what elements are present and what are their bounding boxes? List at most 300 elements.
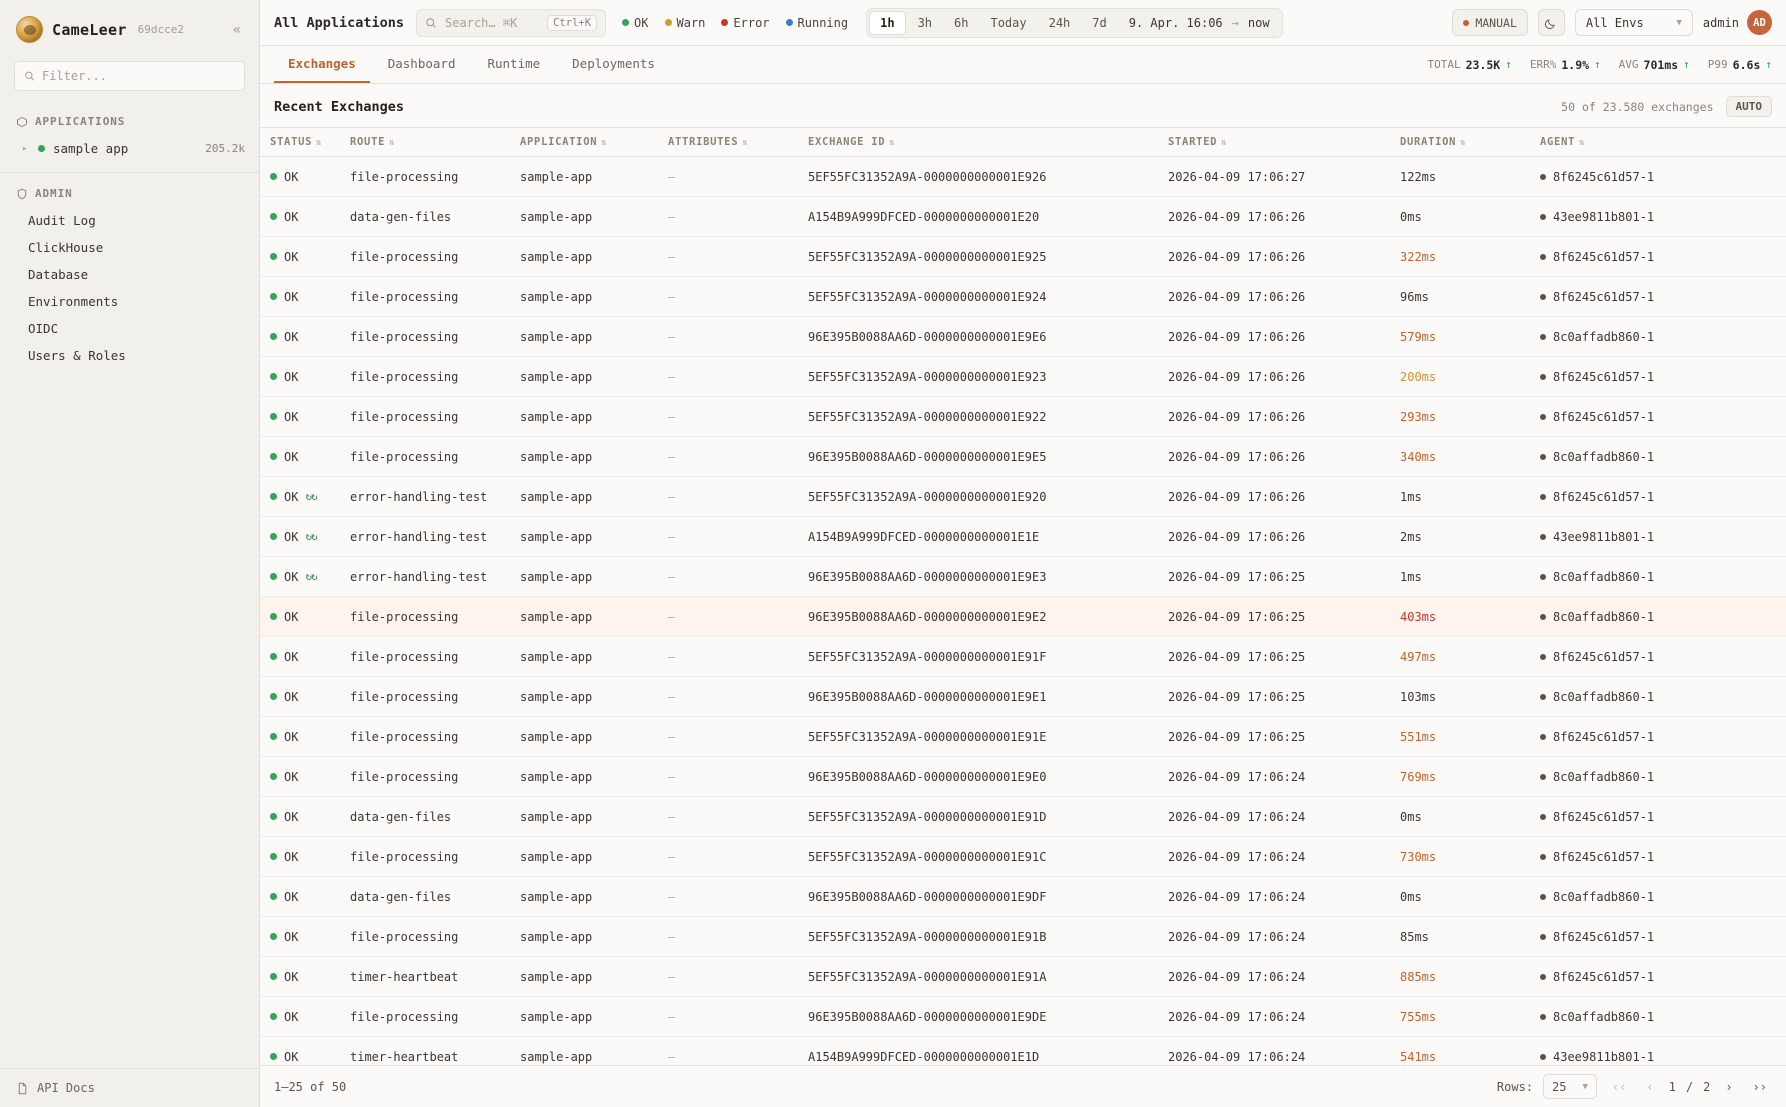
- range-today[interactable]: Today: [990, 15, 1027, 30]
- cell-started: 2026-04-09 17:06:26: [1158, 237, 1390, 277]
- metric-value: 1.9%: [1561, 57, 1590, 72]
- column-header-exchange-id[interactable]: [798, 128, 1158, 157]
- range-6h[interactable]: 6h: [954, 15, 969, 30]
- cell-exchange-id: 5EF55FC31352A9A-0000000000001E925: [798, 237, 1158, 277]
- cell-status: [260, 757, 340, 797]
- avatar: AD: [1747, 10, 1772, 35]
- table-row[interactable]: [260, 797, 1786, 837]
- metric-avg: [1619, 58, 1690, 72]
- cell-status: [260, 1037, 340, 1066]
- cell-attributes: —: [658, 717, 798, 757]
- cell-status: [260, 197, 340, 237]
- table-row[interactable]: [260, 637, 1786, 677]
- table-header: [260, 128, 1786, 157]
- retry-icon: ↻↻: [305, 530, 317, 543]
- sidebar-item-oidc[interactable]: [0, 315, 259, 342]
- cell-exchange-id: 5EF55FC31352A9A-0000000000001E91A: [798, 957, 1158, 997]
- cell-started: 2026-04-09 17:06:25: [1158, 557, 1390, 597]
- agent-label: 8c0affadb860-1: [1553, 889, 1655, 904]
- status-filter-error[interactable]: [721, 16, 769, 30]
- cell-started: 2026-04-09 17:06:25: [1158, 637, 1390, 677]
- cell-application: sample-app: [510, 157, 658, 197]
- cell-attributes: —: [658, 1037, 798, 1066]
- cell-attributes: —: [658, 677, 798, 717]
- cell-agent: [1530, 997, 1786, 1037]
- cell-agent: [1530, 717, 1786, 757]
- tab-runtime[interactable]: Runtime: [487, 56, 541, 71]
- range-24h[interactable]: 24h: [1048, 15, 1071, 30]
- cell-route: file-processing: [340, 357, 510, 397]
- cell-duration: 755ms: [1390, 997, 1530, 1037]
- column-header-agent[interactable]: [1530, 128, 1786, 157]
- cell-exchange-id: 5EF55FC31352A9A-0000000000001E91B: [798, 917, 1158, 957]
- cell-exchange-id: 96E395B0088AA6D-0000000000001E9DF: [798, 877, 1158, 917]
- sort-icon: ⇅: [1221, 138, 1228, 148]
- status-label: OK: [284, 929, 299, 944]
- status-filter-ok[interactable]: [622, 16, 648, 30]
- metric-p99: [1708, 58, 1772, 72]
- agent-dot-icon: [1540, 494, 1546, 500]
- status-dot-icon: [270, 493, 277, 500]
- theme-toggle-button[interactable]: [1538, 9, 1565, 36]
- cell-status: [260, 397, 340, 437]
- column-header-status[interactable]: [260, 128, 340, 157]
- status-label: OK: [284, 569, 299, 584]
- cell-application: sample-app: [510, 877, 658, 917]
- status-label: OK: [284, 409, 299, 424]
- cell-agent: [1530, 317, 1786, 357]
- agent-label: 8c0affadb860-1: [1553, 689, 1655, 704]
- brand: [0, 0, 259, 57]
- sidebar-item-count: 205.2k: [205, 142, 245, 155]
- cell-attributes: —: [658, 877, 798, 917]
- sidebar-item-database[interactable]: [0, 261, 259, 288]
- cell-duration: 885ms: [1390, 957, 1530, 997]
- agent-label: 8f6245c61d57-1: [1553, 369, 1655, 384]
- status-label: OK: [284, 849, 299, 864]
- status-dot-icon: [270, 613, 277, 620]
- cell-started: 2026-04-09 17:06:25: [1158, 597, 1390, 637]
- cell-agent: [1530, 277, 1786, 317]
- chevron-right-icon[interactable]: ▸: [22, 143, 28, 154]
- page-current: 1: [1668, 1079, 1676, 1094]
- tabbar: [260, 46, 1786, 84]
- sort-icon: ⇅: [1460, 138, 1467, 148]
- search-input[interactable]: [416, 9, 606, 37]
- sort-icon: ⇅: [601, 138, 608, 148]
- agent-label: 43ee9811b801-1: [1553, 209, 1655, 224]
- sidebar-item-label: OIDC: [28, 321, 59, 336]
- search-icon: [425, 17, 437, 29]
- chevron-down-icon: ▼: [1676, 17, 1682, 28]
- last-page-button[interactable]: ››: [1752, 1079, 1767, 1094]
- cell-status: [260, 677, 340, 717]
- status-label: OK: [284, 209, 299, 224]
- cell-status: [260, 837, 340, 877]
- search-icon: [24, 70, 35, 82]
- tab-deployments[interactable]: Deployments: [572, 56, 655, 71]
- status-label: OK: [284, 609, 299, 624]
- agent-label: 8f6245c61d57-1: [1553, 809, 1655, 824]
- table-header-row: [260, 128, 1786, 157]
- cell-attributes: —: [658, 397, 798, 437]
- table-row[interactable]: [260, 277, 1786, 317]
- status-dot-icon: [270, 453, 277, 460]
- table-footer: [260, 1065, 1786, 1107]
- agent-dot-icon: [1540, 454, 1546, 460]
- cell-started: 2026-04-09 17:06:26: [1158, 477, 1390, 517]
- range-custom-dates[interactable]: [1119, 16, 1280, 30]
- status-dot-icon: [270, 533, 277, 540]
- cell-exchange-id: 5EF55FC31352A9A-0000000000001E922: [798, 397, 1158, 437]
- environment-select[interactable]: [1575, 9, 1693, 36]
- rows-per-page-value: 25: [1552, 1079, 1567, 1094]
- cell-duration: 541ms: [1390, 1037, 1530, 1066]
- sidebar-item-users-roles[interactable]: [0, 342, 259, 369]
- agent-label: 8f6245c61d57-1: [1553, 169, 1655, 184]
- table-row[interactable]: [260, 877, 1786, 917]
- auto-refresh-button[interactable]: AUTO: [1726, 96, 1773, 117]
- cell-agent: [1530, 557, 1786, 597]
- table-row[interactable]: [260, 397, 1786, 437]
- table-row[interactable]: [260, 157, 1786, 197]
- rows-per-page-select[interactable]: [1543, 1074, 1597, 1099]
- topbar: [260, 0, 1786, 46]
- status-filter-label: Warn: [676, 15, 706, 30]
- content-header-right: [1561, 96, 1772, 117]
- agent-label: 8f6245c61d57-1: [1553, 409, 1655, 424]
- sidebar: [0, 0, 260, 1107]
- cell-route: file-processing: [340, 997, 510, 1037]
- cell-route: file-processing: [340, 437, 510, 477]
- sort-icon: ⇅: [316, 138, 323, 148]
- page-total: 2: [1703, 1079, 1711, 1094]
- agent-dot-icon: [1540, 614, 1546, 620]
- status-dot-icon: [1463, 20, 1469, 26]
- cell-duration: 0ms: [1390, 877, 1530, 917]
- agent-dot-icon: [1540, 334, 1546, 340]
- status-dot-icon: [270, 693, 277, 700]
- sidebar-collapse-icon[interactable]: «: [232, 21, 241, 38]
- filter-box[interactable]: [14, 61, 245, 91]
- cell-exchange-id: 96E395B0088AA6D-0000000000001E9E2: [798, 597, 1158, 637]
- cell-agent: [1530, 157, 1786, 197]
- status-label: OK: [284, 249, 299, 264]
- cell-duration: 200ms: [1390, 357, 1530, 397]
- cell-route: data-gen-files: [340, 877, 510, 917]
- cell-route: file-processing: [340, 597, 510, 637]
- sidebar-item-label: Users & Roles: [28, 348, 126, 363]
- metric-value: 6.6s: [1732, 57, 1761, 72]
- table-row[interactable]: [260, 837, 1786, 877]
- first-page-button[interactable]: ‹‹: [1611, 1079, 1627, 1094]
- rows-label: Rows:: [1496, 1079, 1534, 1094]
- cell-exchange-id: 96E395B0088AA6D-0000000000001E9E3: [798, 557, 1158, 597]
- sidebar-item-sample-app[interactable]: [0, 135, 259, 162]
- tab-dashboard[interactable]: Dashboard: [387, 56, 456, 71]
- cell-agent: [1530, 677, 1786, 717]
- sidebar-item-api-docs[interactable]: [0, 1068, 259, 1107]
- metric-total: [1427, 58, 1511, 72]
- status-dot-icon: [270, 893, 277, 900]
- status-dot-icon: [270, 653, 277, 660]
- status-filter-warn[interactable]: [665, 16, 706, 30]
- sidebar-item-label: ClickHouse: [28, 240, 104, 255]
- cell-application: sample-app: [510, 677, 658, 717]
- status-label: OK: [284, 969, 299, 984]
- status-label: OK: [284, 689, 299, 704]
- cell-attributes: —: [658, 197, 798, 237]
- agent-label: 8f6245c61d57-1: [1553, 969, 1655, 984]
- arrow-right-icon: →: [1231, 15, 1239, 30]
- cell-attributes: —: [658, 237, 798, 277]
- column-header-route[interactable]: [340, 128, 510, 157]
- agent-label: 8c0affadb860-1: [1553, 609, 1655, 624]
- cell-duration: 103ms: [1390, 677, 1530, 717]
- cell-status: [260, 997, 340, 1037]
- cell-status: [260, 477, 340, 517]
- column-label: AGENT: [1540, 136, 1576, 148]
- status-label: OK: [284, 649, 299, 664]
- table-row[interactable]: [260, 517, 1786, 557]
- table-row[interactable]: [260, 677, 1786, 717]
- cell-agent: [1530, 637, 1786, 677]
- cell-attributes: —: [658, 437, 798, 477]
- agent-label: 8f6245c61d57-1: [1553, 289, 1655, 304]
- column-header-duration[interactable]: [1390, 128, 1530, 157]
- cell-started: 2026-04-09 17:06:24: [1158, 797, 1390, 837]
- status-dot-icon: [270, 853, 277, 860]
- status-label: OK: [284, 489, 299, 504]
- agent-label: 43ee9811b801-1: [1553, 1049, 1655, 1064]
- table-row[interactable]: [260, 557, 1786, 597]
- agent-dot-icon: [1540, 254, 1546, 260]
- status-filter-group: [622, 16, 848, 30]
- user-menu[interactable]: [1703, 10, 1772, 35]
- cell-agent: [1530, 477, 1786, 517]
- table-row[interactable]: [260, 437, 1786, 477]
- cell-agent: [1530, 797, 1786, 837]
- time-range-group: [866, 8, 1282, 38]
- status-label: OK: [284, 1009, 299, 1024]
- sidebar-item-clickhouse[interactable]: [0, 234, 259, 261]
- cell-exchange-id: 96E395B0088AA6D-0000000000001E9E1: [798, 677, 1158, 717]
- metric-value: 23.5K: [1465, 57, 1501, 72]
- pagination-controls: [1497, 1074, 1772, 1099]
- table-row[interactable]: [260, 477, 1786, 517]
- prev-page-button[interactable]: ‹: [1646, 1079, 1654, 1094]
- table-row[interactable]: [260, 237, 1786, 277]
- cell-application: sample-app: [510, 197, 658, 237]
- cell-attributes: —: [658, 477, 798, 517]
- cell-exchange-id: 5EF55FC31352A9A-0000000000001E920: [798, 477, 1158, 517]
- status-dot-icon: [622, 19, 629, 26]
- agent-label: 8c0affadb860-1: [1553, 329, 1655, 344]
- agent-dot-icon: [1540, 854, 1546, 860]
- cell-status: [260, 277, 340, 317]
- sidebar-item-environments[interactable]: [0, 288, 259, 315]
- trend-up-icon: ↑: [1683, 58, 1690, 71]
- cell-exchange-id: A154B9A999DFCED-0000000000001E1E: [798, 517, 1158, 557]
- status-dot-icon: [270, 173, 277, 180]
- cell-duration: 122ms: [1390, 157, 1530, 197]
- cell-route: data-gen-files: [340, 197, 510, 237]
- agent-label: 8f6245c61d57-1: [1553, 929, 1655, 944]
- status-dot-icon: [270, 333, 277, 340]
- cell-application: sample-app: [510, 917, 658, 957]
- table-row[interactable]: [260, 957, 1786, 997]
- exchanges-table: [260, 127, 1786, 1065]
- cell-started: 2026-04-09 17:06:26: [1158, 357, 1390, 397]
- table-row[interactable]: [260, 997, 1786, 1037]
- agent-dot-icon: [1540, 654, 1546, 660]
- cell-route: file-processing: [340, 317, 510, 357]
- brand-name: CameLeer: [52, 20, 127, 39]
- cell-status: [260, 237, 340, 277]
- cell-started: 2026-04-09 17:06:25: [1158, 677, 1390, 717]
- range-to: now: [1247, 15, 1270, 30]
- range-7d[interactable]: 7d: [1092, 15, 1107, 30]
- table-row[interactable]: [260, 597, 1786, 637]
- metric-label: TOTAL: [1427, 58, 1461, 71]
- agent-dot-icon: [1540, 214, 1546, 220]
- column-header-application[interactable]: [510, 128, 658, 157]
- pagination-range: 1–25 of 50: [274, 1079, 347, 1094]
- cell-started: 2026-04-09 17:06:26: [1158, 517, 1390, 557]
- status-label: OK: [284, 369, 299, 384]
- cell-agent: [1530, 917, 1786, 957]
- column-label: EXCHANGE ID: [808, 136, 886, 148]
- cell-started: 2026-04-09 17:06:26: [1158, 277, 1390, 317]
- cell-attributes: —: [658, 997, 798, 1037]
- admin-section-header: [0, 173, 259, 207]
- metric-error-rate: [1530, 58, 1601, 72]
- column-header-attributes[interactable]: [658, 128, 798, 157]
- exchange-count: 50 of 23.580 exchanges: [1561, 99, 1714, 114]
- metric-value: 701ms: [1643, 57, 1679, 72]
- agent-label: 8c0affadb860-1: [1553, 449, 1655, 464]
- cell-exchange-id: 96E395B0088AA6D-0000000000001E9E6: [798, 317, 1158, 357]
- sort-icon: ⇅: [1579, 138, 1586, 148]
- range-3h[interactable]: 3h: [917, 15, 933, 30]
- cell-application: sample-app: [510, 317, 658, 357]
- column-label: DURATION: [1400, 136, 1457, 148]
- document-icon: [16, 1082, 29, 1095]
- sidebar-filter: [0, 57, 259, 101]
- table-row[interactable]: [260, 1037, 1786, 1066]
- cell-duration: 769ms: [1390, 757, 1530, 797]
- cell-attributes: —: [658, 157, 798, 197]
- range-1h[interactable]: 1h: [869, 11, 905, 35]
- cell-duration: 1ms: [1390, 477, 1530, 517]
- status-filter-running[interactable]: [786, 16, 849, 30]
- manual-refresh-button[interactable]: [1452, 9, 1528, 36]
- cell-exchange-id: 5EF55FC31352A9A-0000000000001E923: [798, 357, 1158, 397]
- table-row[interactable]: [260, 197, 1786, 237]
- cell-started: 2026-04-09 17:06:24: [1158, 1037, 1390, 1066]
- cell-application: sample-app: [510, 797, 658, 837]
- cell-started: 2026-04-09 17:06:26: [1158, 197, 1390, 237]
- cell-duration: 322ms: [1390, 237, 1530, 277]
- sidebar-item-label: Database: [28, 267, 89, 282]
- table-body: [260, 157, 1786, 1066]
- page-title: All Applications: [274, 14, 405, 31]
- cell-route: timer-heartbeat: [340, 1037, 510, 1066]
- status-dot-icon: [270, 213, 277, 220]
- cell-route: file-processing: [340, 637, 510, 677]
- agent-dot-icon: [1540, 534, 1546, 540]
- cell-duration: 2ms: [1390, 517, 1530, 557]
- applications-section-header: [0, 101, 259, 135]
- agent-dot-icon: [1540, 774, 1546, 780]
- cell-application: sample-app: [510, 757, 658, 797]
- cell-exchange-id: 5EF55FC31352A9A-0000000000001E91E: [798, 717, 1158, 757]
- column-label: ATTRIBUTES: [668, 136, 739, 148]
- cell-application: sample-app: [510, 997, 658, 1037]
- cell-status: [260, 557, 340, 597]
- cell-attributes: —: [658, 277, 798, 317]
- sidebar-item-label: Environments: [28, 294, 119, 309]
- status-dot-icon: [38, 145, 45, 152]
- status-label: OK: [284, 769, 299, 784]
- cell-application: sample-app: [510, 557, 658, 597]
- sidebar-item-audit-log[interactable]: [0, 207, 259, 234]
- cell-application: sample-app: [510, 397, 658, 437]
- agent-dot-icon: [1540, 574, 1546, 580]
- column-label: STATUS: [270, 136, 313, 148]
- trend-up-icon: ↑: [1765, 58, 1772, 71]
- table-row[interactable]: [260, 717, 1786, 757]
- next-page-button[interactable]: ›: [1725, 1079, 1733, 1094]
- cell-status: [260, 437, 340, 477]
- agent-dot-icon: [1540, 734, 1546, 740]
- sort-icon: ⇅: [742, 138, 749, 148]
- cell-duration: 340ms: [1390, 437, 1530, 477]
- manual-label: MANUAL: [1475, 15, 1517, 30]
- cell-agent: [1530, 437, 1786, 477]
- status-dot-icon: [786, 19, 793, 26]
- agent-label: 8c0affadb860-1: [1553, 769, 1655, 784]
- cell-route: file-processing: [340, 677, 510, 717]
- table-row[interactable]: [260, 357, 1786, 397]
- cell-started: 2026-04-09 17:06:26: [1158, 397, 1390, 437]
- cell-started: 2026-04-09 17:06:24: [1158, 757, 1390, 797]
- cell-application: sample-app: [510, 437, 658, 477]
- status-label: OK: [284, 289, 299, 304]
- agent-dot-icon: [1540, 174, 1546, 180]
- agent-dot-icon: [1540, 294, 1546, 300]
- cell-exchange-id: A154B9A999DFCED-0000000000001E1D: [798, 1037, 1158, 1066]
- tab-exchanges[interactable]: Exchanges: [274, 46, 370, 83]
- admin-label: ADMIN: [35, 187, 73, 200]
- table-row[interactable]: [260, 317, 1786, 357]
- column-header-started[interactable]: [1158, 128, 1390, 157]
- status-filter-label: OK: [634, 15, 649, 30]
- cell-route: timer-heartbeat: [340, 957, 510, 997]
- agent-dot-icon: [1540, 814, 1546, 820]
- status-label: OK: [284, 1049, 299, 1064]
- sidebar-filter-input[interactable]: [42, 69, 235, 83]
- table-row[interactable]: [260, 917, 1786, 957]
- table-row[interactable]: [260, 757, 1786, 797]
- section-title: Recent Exchanges: [274, 98, 405, 115]
- metric-label: AVG: [1618, 58, 1639, 71]
- cell-agent: [1530, 237, 1786, 277]
- applications-label: APPLICATIONS: [35, 115, 126, 128]
- cell-status: [260, 797, 340, 837]
- api-docs-label: API Docs: [37, 1081, 95, 1095]
- cell-agent: [1530, 877, 1786, 917]
